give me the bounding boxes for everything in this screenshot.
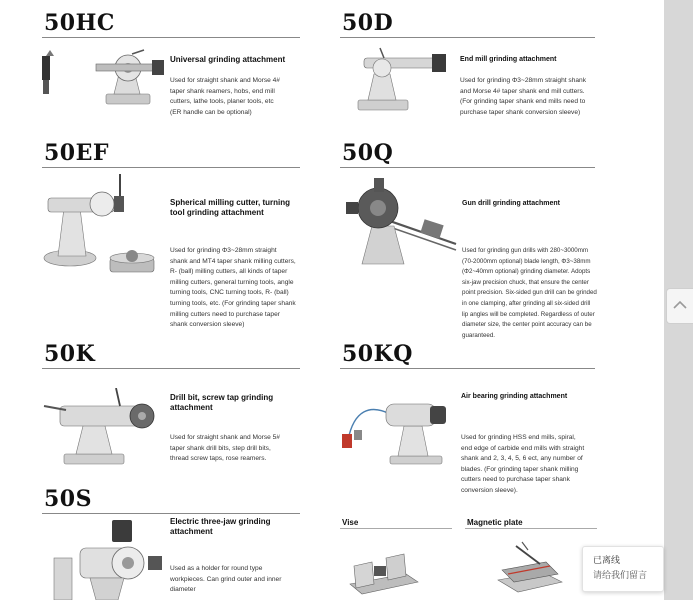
chevron-up-icon xyxy=(673,297,687,315)
product-image-magnetic-plate xyxy=(492,536,572,598)
chat-leave-message-link[interactable]: 请给我们留言 xyxy=(593,570,648,580)
product-desc-50k: Used for straight shank and Morse 5# taper shank drill bits, step drill bits, thread screw taps, rose reamers. xyxy=(170,434,280,463)
product-title-vise: Vise xyxy=(342,518,359,527)
product-title-50d: End mill grinding attachment xyxy=(460,56,557,63)
section-divider xyxy=(340,368,595,369)
product-desc-50hc: Used for straight shank and Morse 4# taper shank reamers, hobs, end mill cutters, lathe tools, planer tools, etc (ER handle can be optional) xyxy=(170,77,280,116)
model-heading-50d: 50D xyxy=(342,10,394,36)
product-image-vise xyxy=(346,544,422,600)
section-divider xyxy=(465,528,597,529)
product-image-50s xyxy=(40,518,164,600)
product-title-50s: Electric three-jaw grinding attachment xyxy=(170,517,271,536)
chat-status: 已离线 xyxy=(593,555,621,565)
product-title-50ef: Spherical milling cutter, turning tool grinding attachment xyxy=(170,198,291,217)
section-divider xyxy=(42,368,300,369)
section-divider xyxy=(340,167,595,168)
product-image-50q xyxy=(344,172,460,272)
product-image-50hc xyxy=(40,48,168,110)
product-title-50k: Drill bit, screw tap grinding attachment xyxy=(170,393,274,412)
section-divider xyxy=(340,37,595,38)
product-desc-50s: Used as a holder for round type workpieces. Can grind outer and inner diameter xyxy=(170,565,282,594)
model-heading-50k: 50K xyxy=(44,341,96,367)
product-title-50q: Gun drill grinding attachment xyxy=(462,200,560,207)
product-title-50kq: Air bearing grinding attachment xyxy=(461,393,568,400)
model-heading-50kq: 50KQ xyxy=(342,341,413,367)
section-divider xyxy=(340,528,452,529)
product-image-50d xyxy=(350,44,450,114)
section-divider xyxy=(42,167,300,168)
product-desc-50q: Used for grinding gun drills with 280~3000mm (70-2000mm optional) blade length, Φ3~38mm (Φ2~40mm optional) grinding diameter. Adopts six-jaw precision chuck, that ensure the center point precision. Six-sided gun drill can be grinded in one clamping, after grinding all six-sided drill lip angles will be completed. Regardless of outer diameter size, the center point accuracy can be guaranteed. xyxy=(462,247,597,339)
product-image-50kq xyxy=(340,390,452,466)
product-desc-50kq: Used for grinding HSS end mills, spiral, end edge of carbide end mills with straight shank and 2, 3, 4, 5, 6 ect, any number of blades. (For grinding taper shank milling cutters need to purchase taper shank conversion sleeve). xyxy=(461,434,585,494)
model-heading-50q: 50Q xyxy=(342,140,394,166)
model-heading-50ef: 50EF xyxy=(44,140,110,166)
section-divider xyxy=(42,37,300,38)
scroll-top-button[interactable] xyxy=(666,288,693,324)
model-heading-50s: 50S xyxy=(44,486,93,512)
section-divider xyxy=(42,513,300,514)
product-title-50hc: Universal grinding attachment xyxy=(170,55,286,64)
chat-widget[interactable] xyxy=(582,546,664,592)
product-image-50k xyxy=(42,388,160,466)
product-desc-50d: Used for grinding Φ3~28mm straight shank and Morse 4# taper shank end mill cutters. (For grinding taper shank end mills need to purchase taper shank conversion sleeve) xyxy=(460,77,587,116)
product-image-50ef xyxy=(40,174,160,274)
model-heading-50hc: 50HC xyxy=(44,10,115,36)
product-title-magnetic-plate: Magnetic plate xyxy=(467,518,523,527)
product-desc-50ef: Used for grinding Φ3~28mm straight shank and MT4 taper shank milling cutters, R- (ball) milling cutters, all kinds of taper milling cutters, general turning tools, angle turning tools, CNC turning tools, R- (ball) turning tools, etc. (For grinding taper shank milling cutters need to purchase taper shank conversion sleeve) xyxy=(170,247,296,329)
